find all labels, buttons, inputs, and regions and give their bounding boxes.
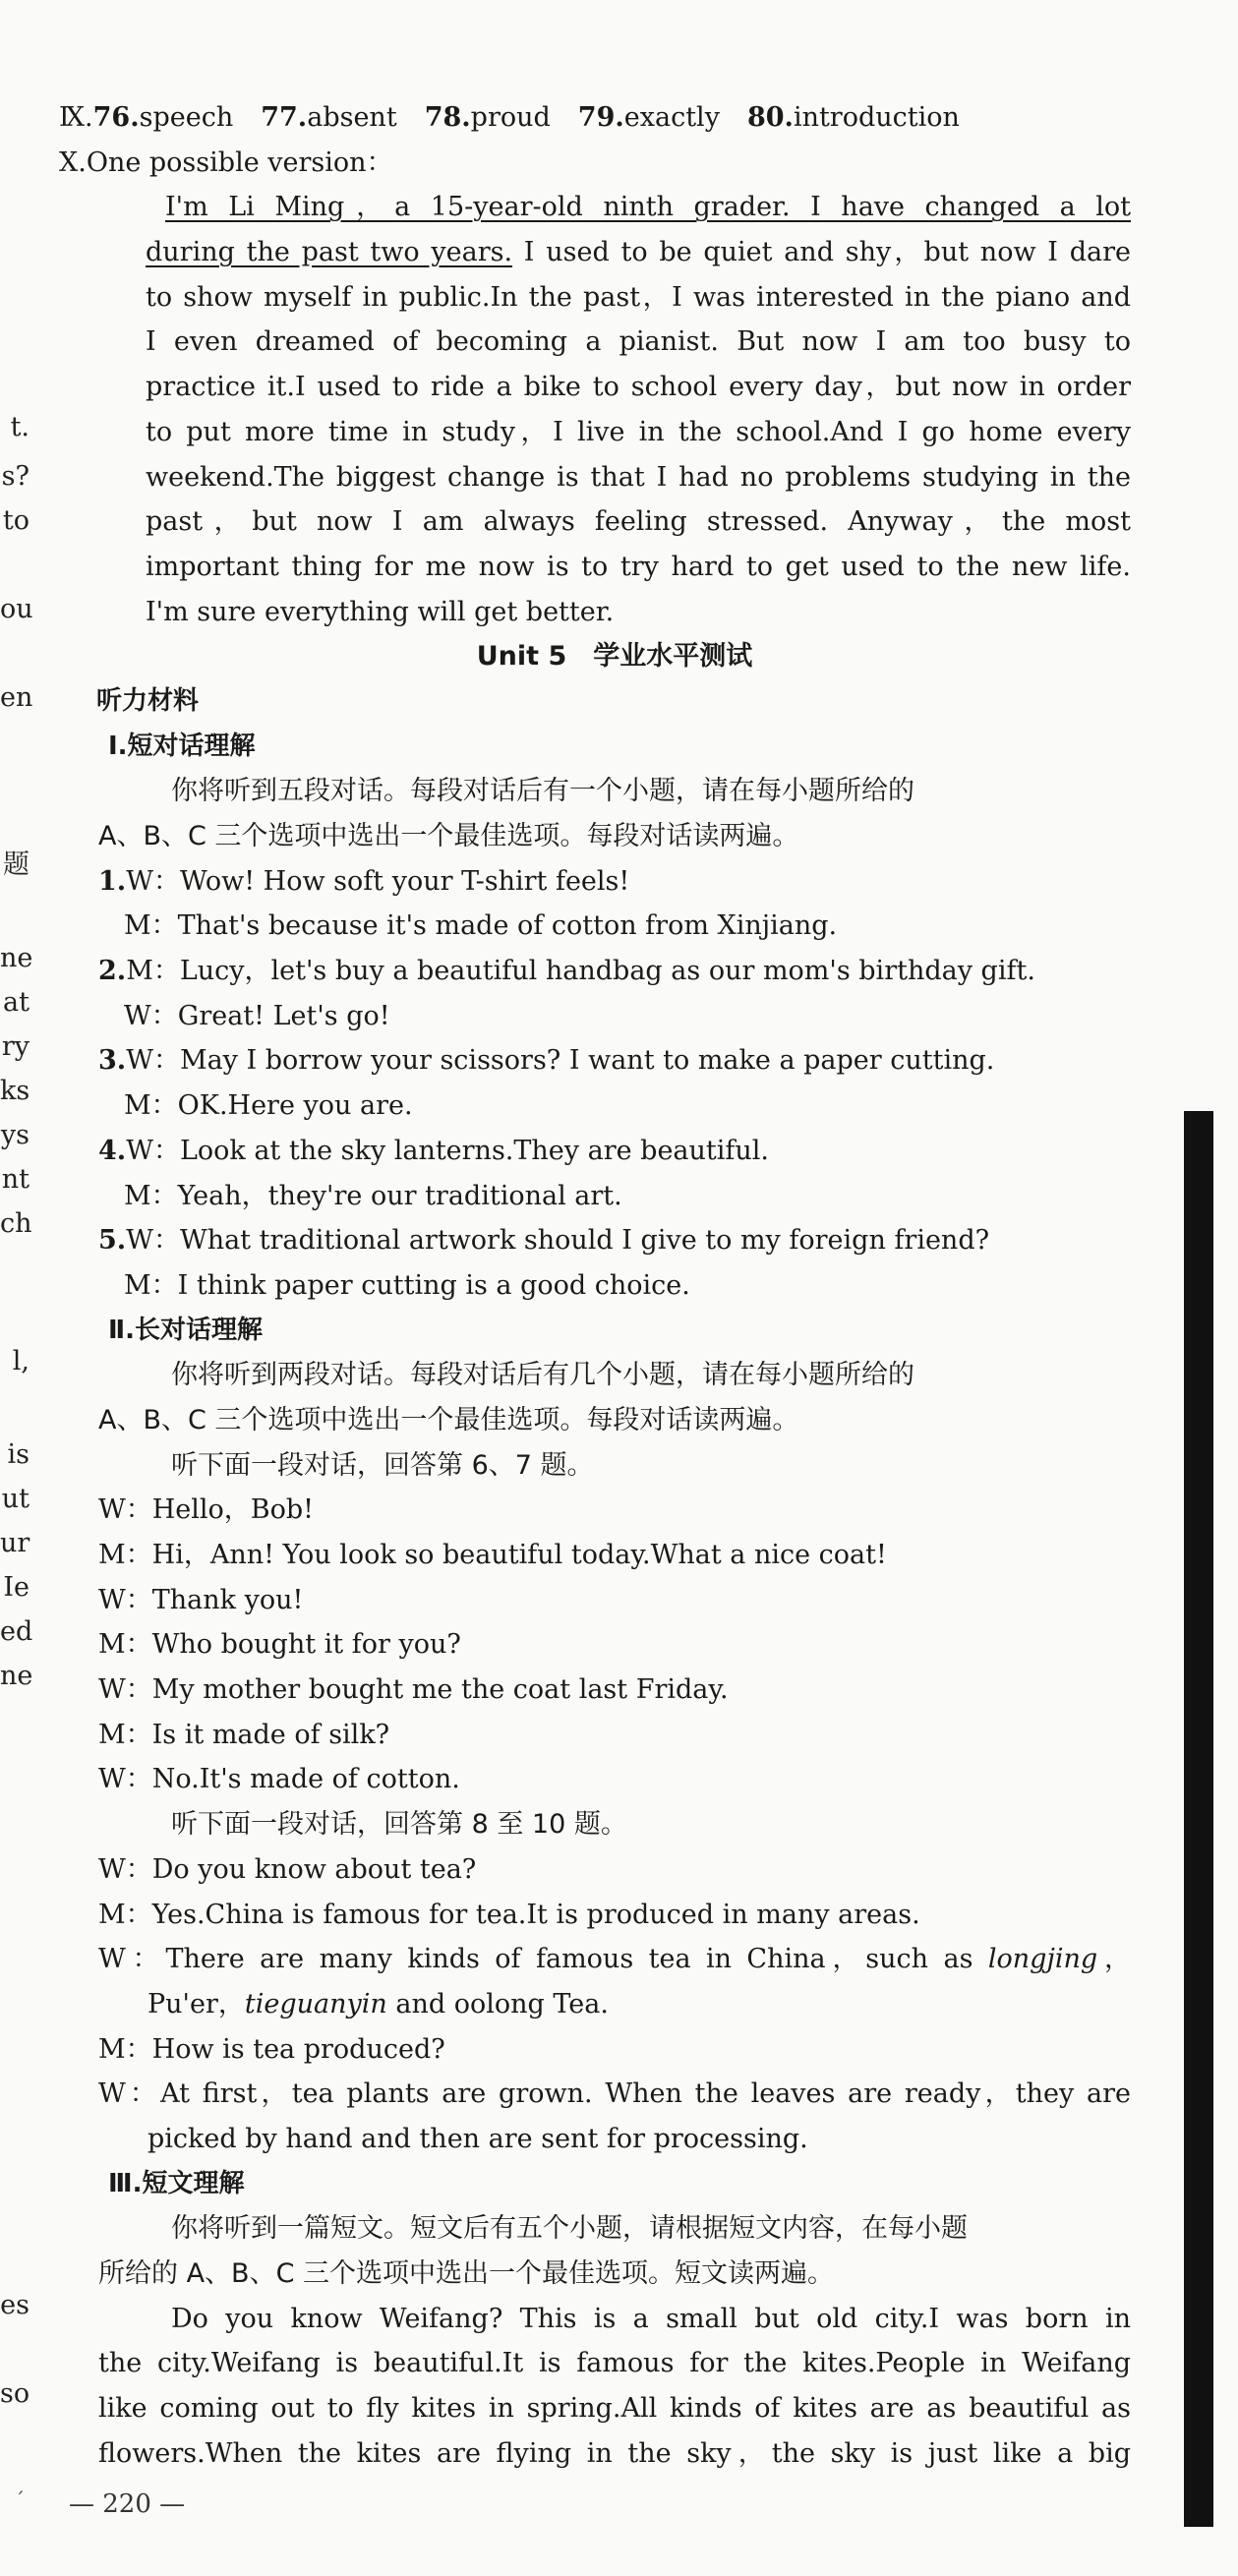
part1-dialogs: [98, 859, 1131, 1309]
dialog-question-line: [98, 949, 1131, 994]
margin-fragment: nt: [1, 1164, 29, 1195]
dialog-line: M：Who bought it for you?: [98, 1629, 461, 1661]
essay-line: practice it.I used to ride a bike to school every day，but now in order: [146, 372, 1131, 403]
part2-instruction: A、B、C 三个选项中选出一个最佳选项。每段对话读两遍。: [98, 1404, 799, 1435]
margin-fragment: so: [0, 2378, 30, 2409]
margin-fragment: ed: [0, 1616, 33, 1647]
section10-label: Ⅹ.: [59, 146, 87, 178]
margin-fragment: at: [3, 987, 29, 1018]
dialog-text: W：Wow! How soft your T-shirt feels!: [126, 865, 630, 897]
margin-fragment: ys: [0, 1120, 29, 1150]
dialog-text: W：Look at the sky lanterns.They are beautiful.: [126, 1135, 770, 1166]
dialog-text: W：What traditional artwork should I give to my foreign friend?: [126, 1225, 990, 1257]
margin-fragment: ch: [0, 1208, 32, 1239]
part2-dialog1: [98, 1488, 1131, 1802]
essay-line: I even dreamed of becoming a pianist. But now I am too busy to: [146, 326, 1131, 358]
dialog-line: Pu'er，tieguanyin and oolong Tea.: [147, 1988, 609, 2020]
part3-title: Ⅲ.短文理解: [108, 2168, 245, 2198]
dialog-line: W：No.It's made of cotton.: [98, 1764, 460, 1795]
part3-passage: [98, 2297, 1131, 2477]
dialog-response-line: M：I think paper cutting is a good choice.: [124, 1269, 690, 1301]
margin-fragment: ry: [1, 1031, 29, 1062]
scan-edge-shadow: [1184, 1111, 1213, 2527]
dialog-response-line: M：OK.Here you are.: [124, 1090, 413, 1122]
dialog-line: M：How is tea produced?: [98, 2033, 445, 2065]
essay-body: [98, 275, 1131, 635]
dialog-line: W：Do you know about tea?: [98, 1853, 477, 1885]
margin-fragment: ne: [0, 1661, 33, 1691]
part1-instruction: A、B、C 三个选项中选出一个最佳选项。每段对话读两遍。: [98, 821, 799, 851]
dialog-line: W：There are many kinds of famous tea in China，such as longjing，: [98, 1944, 1131, 1975]
question-number: 5.: [98, 1225, 127, 1257]
margin-fragment: en: [0, 682, 33, 713]
margin-fragment: Ie: [3, 1572, 29, 1603]
dialog-text: M：Lucy，let's buy a beautiful handbag as our mom's birthday gift.: [126, 956, 1035, 987]
part3-instruction: 所给的 A、B、C 三个选项中选出一个最佳选项。短文读两遍。: [98, 2258, 835, 2289]
essay-line: I'm sure everything will get better.: [146, 596, 615, 627]
part3-instruction: 你将听到一篇短文。短文后有五个小题，请根据短文内容，在每小题: [171, 2213, 968, 2245]
passage-line: Do you know Weifang? This is a small but old city.I was born in: [171, 2303, 1131, 2334]
part1-title: Ⅰ.短对话理解: [108, 731, 256, 761]
margin-fragment: ne: [0, 943, 33, 973]
passage-line: like coming out to fly kites in spring.All kinds of kites are as beautiful as: [98, 2393, 1131, 2425]
essay-line: to show myself in public.In the past，I was interested in the piano and: [146, 281, 1131, 313]
dialog-line: W：Hello，Bob!: [98, 1494, 315, 1526]
margin-fragment: l,: [12, 1346, 29, 1376]
unit-title: Unit 5 学业水平测试: [476, 641, 753, 673]
essay-line: weekend.The biggest change is that I had no problems studying in the: [146, 461, 1131, 493]
margin-fragment: ut: [1, 1484, 29, 1514]
dialog-response-line: W：Great! Let's go!: [124, 1000, 390, 1031]
margin-fragment: ou: [0, 594, 33, 624]
dialog-question-line: [98, 859, 1131, 905]
scan-mark: ˊ: [15, 2488, 25, 2511]
margin-fragment: ks: [0, 1076, 30, 1106]
question-number: 1.: [98, 865, 127, 897]
question-number: 2.: [98, 956, 127, 987]
page-number: — 220 —: [69, 2489, 186, 2519]
part2-instruction: 你将听到两段对话。每段对话后有几个小题，请在每小题所给的: [171, 1360, 914, 1391]
dialog-line: M：Yes.China is famous for tea.It is produced in many areas.: [98, 1899, 920, 1930]
page-content: [59, 95, 1131, 2476]
question-number: 3.: [98, 1045, 127, 1077]
essay-line: during the past two years. I used to be quiet and shy，but now I dare: [146, 237, 1131, 268]
dialog-question-line: [98, 1129, 1131, 1174]
part1-instruction: 你将听到五段对话。每段对话后有一个小题，请在每小题所给的: [171, 776, 914, 807]
listening-title: 听力材料: [96, 685, 200, 716]
dialog-line: W：Thank you!: [98, 1584, 304, 1615]
margin-fragment: is: [7, 1439, 29, 1470]
dialog-line: W：At first，tea plants are grown. When the leaves are ready，they are: [98, 2078, 1131, 2110]
margin-fragment: es: [0, 2290, 29, 2320]
essay-line: past，but now I am always feeling stressed. Anyway，the most: [146, 506, 1131, 538]
passage-line: the city.Weifang is beautiful.It is famous for the kites.People in Weifang: [98, 2348, 1131, 2379]
section10-intro: Ⅹ.One possible version：: [59, 146, 393, 178]
essay-line: I'm Li Ming，a 15-year-old ninth grader. I have changed a lot: [165, 192, 1131, 223]
dialog-text: W：May I borrow your scissors? I want to make a paper cutting.: [126, 1045, 995, 1077]
margin-fragment: ur: [0, 1528, 30, 1558]
part2-sub1: 听下面一段对话，回答第 6、7 题。: [171, 1449, 594, 1481]
section9-answers: Ⅸ.76.speech 77.absent 78.proud 79.exactly 80.introduction: [59, 102, 960, 133]
dialog-line: picked by hand and then are sent for processing.: [147, 2123, 808, 2154]
dialog-line: M：Hi，Ann! You look so beautiful today.What a nice coat!: [98, 1540, 887, 1570]
part2-title: Ⅱ.长对话理解: [108, 1315, 264, 1345]
section9-label: Ⅸ.: [59, 102, 93, 133]
dialog-question-line: [98, 1038, 1131, 1083]
question-number: 4.: [98, 1135, 127, 1166]
margin-fragment: to: [2, 505, 29, 536]
dialog-question-line: [98, 1218, 1131, 1263]
dialog-response-line: M：Yeah，they're our traditional art.: [124, 1180, 622, 1211]
margin-fragment: t.: [10, 412, 29, 442]
passage-line: flowers.When the kites are flying in the sky，the sky is just like a big: [98, 2437, 1131, 2469]
dialog-line: W：My mother bought me the coat last Friday.: [98, 1674, 729, 1706]
margin-fragment: 题: [3, 849, 29, 880]
essay-line: to put more time in study，I live in the school.And I go home every: [146, 416, 1131, 447]
part2-sub2: 听下面一段对话，回答第 8 至 10 题。: [171, 1809, 627, 1841]
dialog-response-line: M：That's because it's made of cotton from Xinjiang.: [124, 910, 838, 942]
margin-fragment: s?: [1, 461, 29, 492]
dialog-line: M：Is it made of silk?: [98, 1719, 390, 1750]
essay-line: important thing for me now is to try hard to get used to the new life.: [146, 551, 1131, 582]
